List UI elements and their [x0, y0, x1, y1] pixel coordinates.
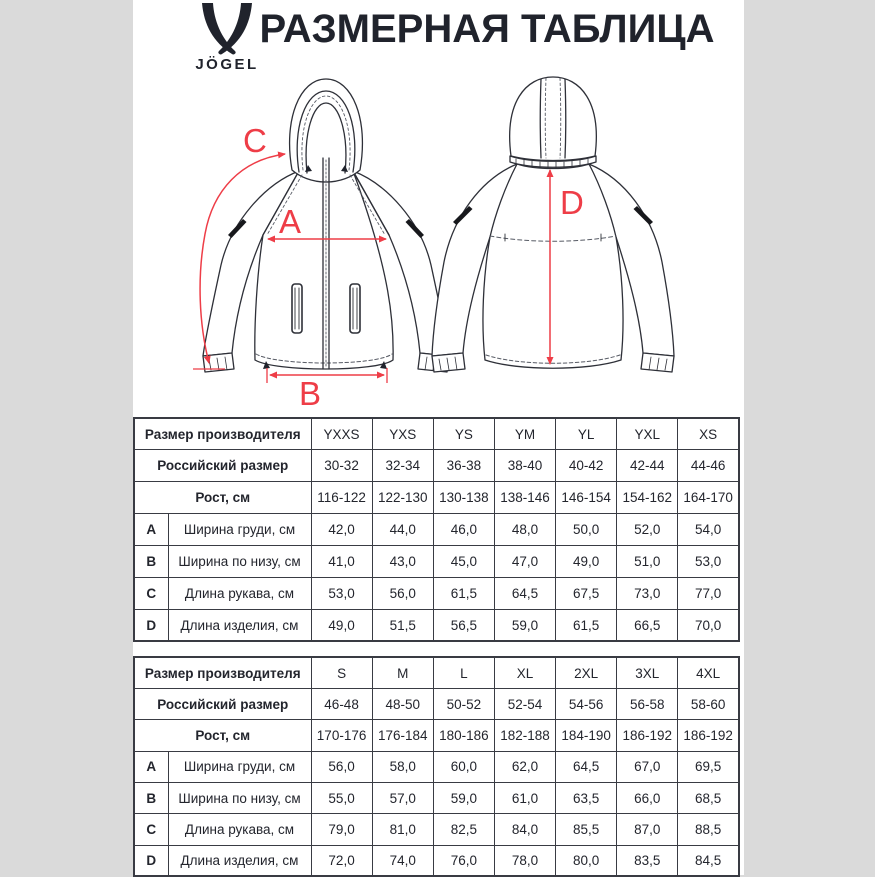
- measure-value-cell: 58,0: [372, 751, 433, 782]
- measure-value-cell: 42,0: [311, 514, 372, 546]
- measure-value-cell: 83,5: [617, 845, 678, 876]
- measure-value-cell: 72,0: [311, 845, 372, 876]
- measure-value-cell: 63,5: [556, 782, 617, 813]
- measure-value-cell: 57,0: [372, 782, 433, 813]
- measure-value-cell: 84,0: [494, 814, 555, 845]
- measure-value-cell: 52,0: [617, 514, 678, 546]
- header-value-cell: 116-122: [311, 482, 372, 514]
- brand-wordmark: JÖGEL: [195, 56, 259, 73]
- measure-value-cell: 50,0: [556, 514, 617, 546]
- measure-value-cell: 67,0: [617, 751, 678, 782]
- size-tables-container: [133, 417, 740, 877]
- label-bottom: B: [299, 375, 322, 412]
- table-header-row: [134, 689, 739, 720]
- measure-value-cell: 79,0: [311, 814, 372, 845]
- measure-value-cell: 77,0: [678, 577, 739, 609]
- header-value-cell: 40-42: [556, 450, 617, 482]
- header-value-cell: M: [372, 657, 433, 688]
- header-label-cell: Рост, см: [134, 482, 311, 514]
- measure-letter-cell: A: [134, 514, 168, 546]
- measure-value-cell: 51,0: [617, 546, 678, 578]
- header-value-cell: 184-190: [556, 720, 617, 751]
- header-value-cell: 180-186: [433, 720, 494, 751]
- header-value-cell: 54-56: [556, 689, 617, 720]
- header-value-cell: YXL: [617, 418, 678, 450]
- table-measure-row: [134, 782, 739, 813]
- table-header-row: [134, 482, 739, 514]
- measure-letter-cell: C: [134, 577, 168, 609]
- header-value-cell: 170-176: [311, 720, 372, 751]
- measure-value-cell: 44,0: [372, 514, 433, 546]
- header-value-cell: YXS: [372, 418, 433, 450]
- jogel-logo-icon: [195, 3, 259, 55]
- header-value-cell: YM: [494, 418, 555, 450]
- measure-value-cell: 68,5: [678, 782, 739, 813]
- measure-value-cell: 81,0: [372, 814, 433, 845]
- measure-value-cell: 69,5: [678, 751, 739, 782]
- header-label-cell: Размер производителя: [134, 657, 311, 688]
- header-value-cell: YS: [433, 418, 494, 450]
- measure-value-cell: 70,0: [678, 609, 739, 641]
- header-value-cell: 36-38: [433, 450, 494, 482]
- measure-label-cell: Ширина груди, см: [168, 514, 311, 546]
- label-length: D: [560, 184, 584, 221]
- measure-value-cell: 51,5: [372, 609, 433, 641]
- label-chest: A: [279, 203, 302, 240]
- table-measure-row: [134, 577, 739, 609]
- header-value-cell: 138-146: [494, 482, 555, 514]
- measure-value-cell: 88,5: [678, 814, 739, 845]
- measure-letter-cell: B: [134, 546, 168, 578]
- jacket-back-drawing: [432, 77, 674, 372]
- measure-value-cell: 49,0: [556, 546, 617, 578]
- measure-value-cell: 56,0: [372, 577, 433, 609]
- measure-value-cell: 47,0: [494, 546, 555, 578]
- header-value-cell: XL: [494, 657, 555, 688]
- size-table-youth: [133, 417, 740, 642]
- measure-value-cell: 64,5: [494, 577, 555, 609]
- measure-value-cell: 56,0: [311, 751, 372, 782]
- table-measure-row: [134, 514, 739, 546]
- content-sheet: [133, 0, 744, 875]
- measure-value-cell: 84,5: [678, 845, 739, 876]
- table-measure-row: [134, 609, 739, 641]
- measure-value-cell: 85,5: [556, 814, 617, 845]
- measure-value-cell: 49,0: [311, 609, 372, 641]
- measure-value-cell: 41,0: [311, 546, 372, 578]
- table-header-row: [134, 418, 739, 450]
- header-value-cell: 154-162: [617, 482, 678, 514]
- measure-value-cell: 61,0: [494, 782, 555, 813]
- header-value-cell: 30-32: [311, 450, 372, 482]
- measure-label-cell: Длина рукава, см: [168, 814, 311, 845]
- measure-letter-cell: A: [134, 751, 168, 782]
- measure-label-cell: Ширина по низу, см: [168, 782, 311, 813]
- measure-value-cell: 60,0: [433, 751, 494, 782]
- measure-letter-cell: C: [134, 814, 168, 845]
- header-value-cell: 56-58: [617, 689, 678, 720]
- measure-value-cell: 48,0: [494, 514, 555, 546]
- size-table-adult: [133, 656, 740, 877]
- header-label-cell: Российский размер: [134, 450, 311, 482]
- measure-value-cell: 64,5: [556, 751, 617, 782]
- table-header-row: [134, 720, 739, 751]
- brand-logo: [183, 3, 271, 73]
- measure-value-cell: 59,0: [494, 609, 555, 641]
- header-value-cell: 52-54: [494, 689, 555, 720]
- measure-letter-cell: D: [134, 609, 168, 641]
- measure-value-cell: 82,5: [433, 814, 494, 845]
- header-value-cell: 176-184: [372, 720, 433, 751]
- measure-value-cell: 59,0: [433, 782, 494, 813]
- jacket-front-drawing: [203, 79, 449, 372]
- measure-value-cell: 74,0: [372, 845, 433, 876]
- table-measure-row: [134, 751, 739, 782]
- header-value-cell: S: [311, 657, 372, 688]
- header-value-cell: 122-130: [372, 482, 433, 514]
- header-value-cell: 130-138: [433, 482, 494, 514]
- header-value-cell: 58-60: [678, 689, 739, 720]
- measure-value-cell: 66,0: [617, 782, 678, 813]
- header-label-cell: Рост, см: [134, 720, 311, 751]
- header-value-cell: L: [433, 657, 494, 688]
- header-value-cell: XS: [678, 418, 739, 450]
- header-value-cell: 146-154: [556, 482, 617, 514]
- header-value-cell: 186-192: [678, 720, 739, 751]
- table-header-row: [134, 450, 739, 482]
- header-label-cell: Российский размер: [134, 689, 311, 720]
- header-value-cell: 32-34: [372, 450, 433, 482]
- measure-value-cell: 46,0: [433, 514, 494, 546]
- measure-value-cell: 78,0: [494, 845, 555, 876]
- header-value-cell: 2XL: [556, 657, 617, 688]
- measure-value-cell: 87,0: [617, 814, 678, 845]
- measure-value-cell: 73,0: [617, 577, 678, 609]
- measure-value-cell: 61,5: [556, 609, 617, 641]
- table-measure-row: [134, 814, 739, 845]
- header-value-cell: 42-44: [617, 450, 678, 482]
- header-value-cell: 164-170: [678, 482, 739, 514]
- jacket-diagram-svg: [133, 72, 744, 412]
- measure-value-cell: 61,5: [433, 577, 494, 609]
- measure-value-cell: 56,5: [433, 609, 494, 641]
- measure-letter-cell: D: [134, 845, 168, 876]
- header-label-cell: Размер производителя: [134, 418, 311, 450]
- header-value-cell: 186-192: [617, 720, 678, 751]
- header-value-cell: 4XL: [678, 657, 739, 688]
- measure-value-cell: 80,0: [556, 845, 617, 876]
- measure-label-cell: Длина рукава, см: [168, 577, 311, 609]
- table-measure-row: [134, 845, 739, 876]
- header-value-cell: 182-188: [494, 720, 555, 751]
- measure-value-cell: 54,0: [678, 514, 739, 546]
- measure-label-cell: Длина изделия, см: [168, 845, 311, 876]
- header-value-cell: 48-50: [372, 689, 433, 720]
- measure-value-cell: 62,0: [494, 751, 555, 782]
- jacket-diagram: [133, 72, 744, 412]
- header-value-cell: 3XL: [617, 657, 678, 688]
- header-value-cell: YXXS: [311, 418, 372, 450]
- table-header-row: [134, 657, 739, 688]
- measure-value-cell: 76,0: [433, 845, 494, 876]
- page-title: РАЗМЕРНАЯ ТАБЛИЦА: [259, 6, 715, 51]
- header-value-cell: 50-52: [433, 689, 494, 720]
- measure-value-cell: 53,0: [678, 546, 739, 578]
- measure-value-cell: 53,0: [311, 577, 372, 609]
- measure-label-cell: Ширина по низу, см: [168, 546, 311, 578]
- header-value-cell: 38-40: [494, 450, 555, 482]
- measure-value-cell: 45,0: [433, 546, 494, 578]
- table-measure-row: [134, 546, 739, 578]
- header-value-cell: 44-46: [678, 450, 739, 482]
- measure-label-cell: Ширина груди, см: [168, 751, 311, 782]
- measure-value-cell: 66,5: [617, 609, 678, 641]
- measure-value-cell: 43,0: [372, 546, 433, 578]
- measure-letter-cell: B: [134, 782, 168, 813]
- measure-value-cell: 55,0: [311, 782, 372, 813]
- label-sleeve: C: [243, 122, 267, 159]
- measure-value-cell: 67,5: [556, 577, 617, 609]
- header-value-cell: YL: [556, 418, 617, 450]
- measure-label-cell: Длина изделия, см: [168, 609, 311, 641]
- header-value-cell: 46-48: [311, 689, 372, 720]
